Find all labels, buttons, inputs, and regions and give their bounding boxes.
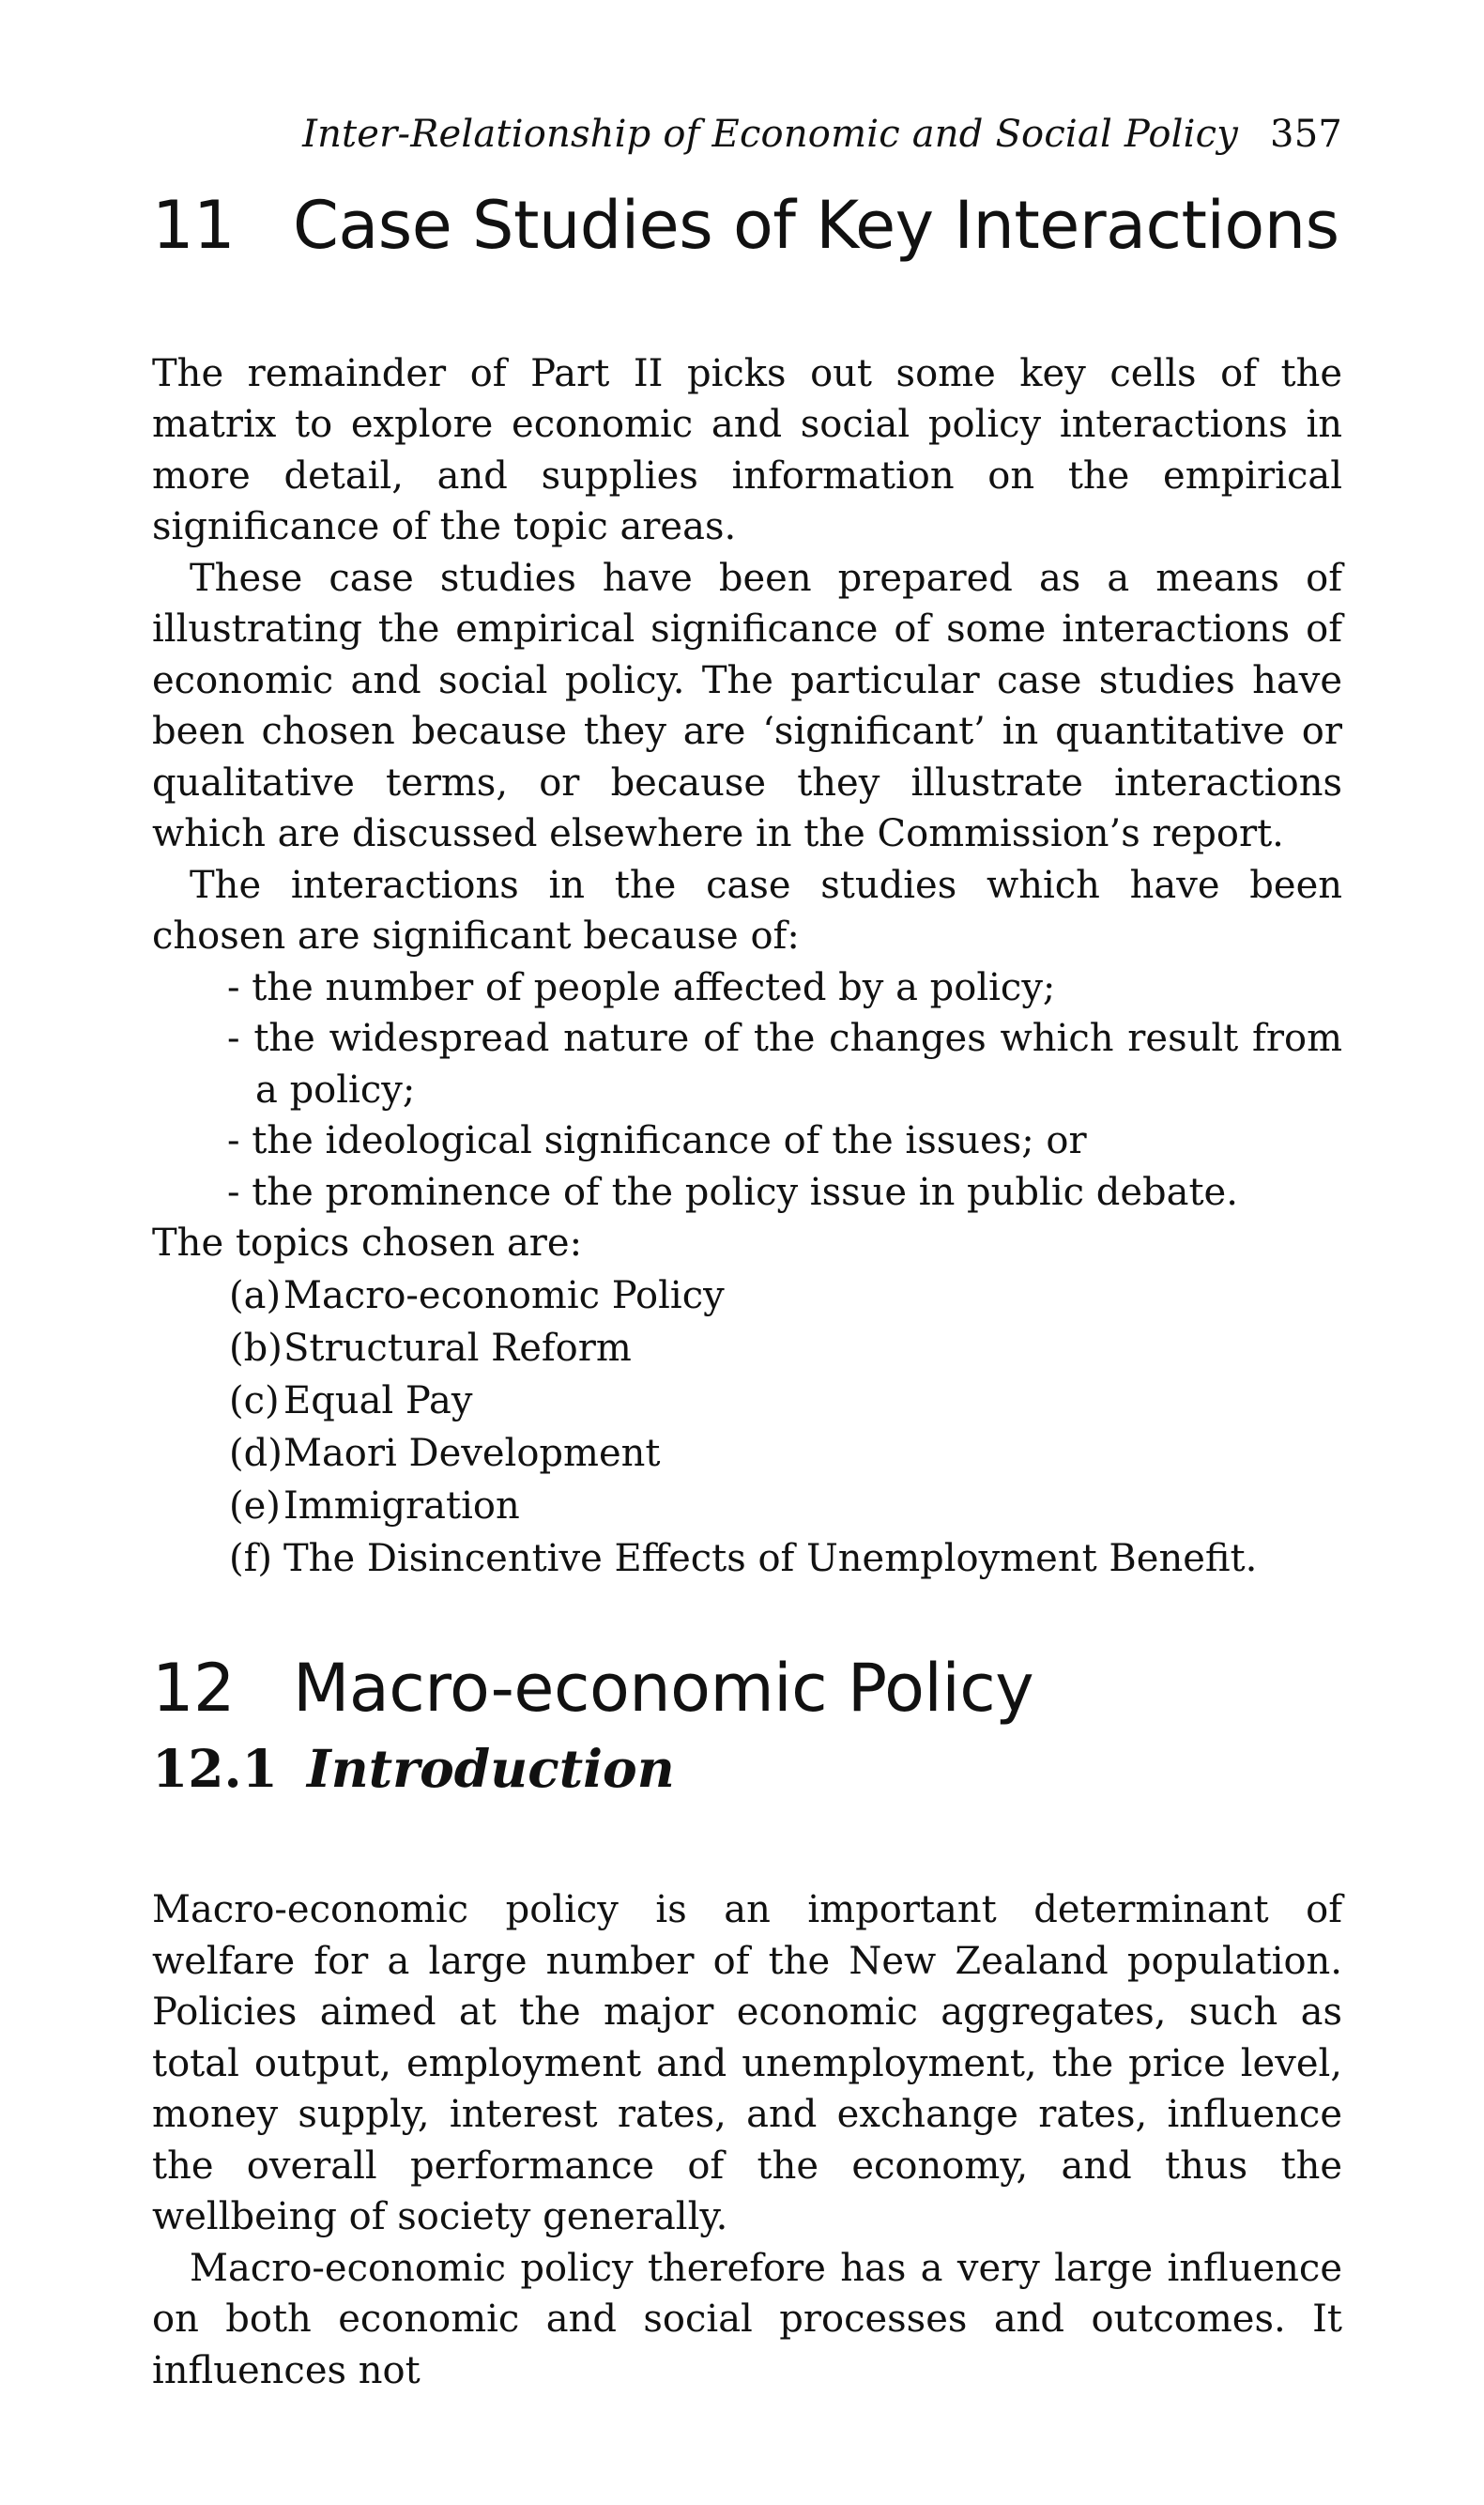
chapter-title: Case Studies of Key Interactions — [293, 187, 1339, 264]
list-item-text: Equal Pay — [283, 1378, 473, 1422]
section-title: Introduction — [307, 1738, 675, 1799]
paragraph: Macro-economic policy is an important determinant of welfare for a large number of the New Zealand population. Policies aimed at the major economic aggregates, such as total output, employment and unemployment, the price level, money supply, interest rates, and exchange rates, influence the overall performance of the economy, and thus the wellbeing of society generally. — [152, 1888, 1342, 2239]
running-header — [152, 113, 1342, 167]
paragraph: Macro-economic policy therefore has a very large influence on both economic and social processes and outcomes. It influences not — [152, 2246, 1342, 2392]
list-item-label: (f) — [229, 1536, 273, 1580]
list-item-text: Maori Development — [283, 1431, 661, 1475]
section-12-1-heading — [152, 1739, 1342, 1798]
list-item: - the number of people affected by a policy; — [227, 965, 1056, 1009]
paragraph: The remainder of Part II picks out some key cells of the matrix to explore economic and social policy interactions in more detail, and supplies information on the empirical significance of the topic areas. — [152, 351, 1342, 548]
chapter-12-heading — [152, 1651, 1342, 1727]
list-item: - the ideological significance of the issues; or — [227, 1119, 1087, 1162]
topics-list — [152, 1269, 1342, 1585]
paragraph: These case studies have been prepared as a means of illustrating the empirical significance of some interactions of economic and social policy. The particular case studies have been chosen because they are ‘significant’ in quantitative or qualitative terms, or because they illustrate interactions which are discussed elsewhere in the Commission’s report. — [152, 556, 1342, 855]
chapter-number: 12 — [152, 1649, 236, 1727]
list-item-text: The Disincentive Effects of Unemployment Benefit. — [283, 1536, 1258, 1580]
list-item-text: Structural Reform — [283, 1326, 632, 1370]
paragraph: The interactions in the case studies which have been chosen are significant because of: — [152, 863, 1342, 958]
list-item-text: Immigration — [283, 1483, 520, 1528]
list-item-label: (c) — [229, 1378, 280, 1422]
chapter-title: Macro-economic Policy — [293, 1649, 1034, 1727]
list-item — [229, 1480, 1342, 1532]
list-item: - the prominence of the policy issue in public debate. — [227, 1170, 1238, 1214]
significance-list — [152, 962, 1342, 1219]
list-item-label: (d) — [229, 1431, 283, 1475]
list-item — [229, 1269, 1342, 1322]
book-page — [152, 113, 1342, 2396]
list-item-text: Macro-economic Policy — [283, 1273, 725, 1317]
list-item — [229, 1322, 1342, 1375]
list-item-label: (b) — [229, 1326, 283, 1370]
list-item-label: (a) — [229, 1273, 282, 1317]
list-item: - the widespread nature of the changes which result from a policy; — [227, 1017, 1342, 1112]
paragraph: The topics chosen are: — [152, 1222, 583, 1265]
chapter-number: 11 — [152, 187, 236, 264]
list-item-label: (e) — [229, 1483, 281, 1528]
running-title: Inter-Relationship of Economic and Social Policy — [302, 113, 1239, 156]
list-item — [229, 1427, 1342, 1480]
list-item — [229, 1375, 1342, 1427]
chapter-11-heading — [152, 188, 1342, 264]
list-item — [229, 1532, 1342, 1585]
page-number: 357 — [1270, 113, 1342, 156]
section-number: 12.1 — [152, 1738, 278, 1799]
